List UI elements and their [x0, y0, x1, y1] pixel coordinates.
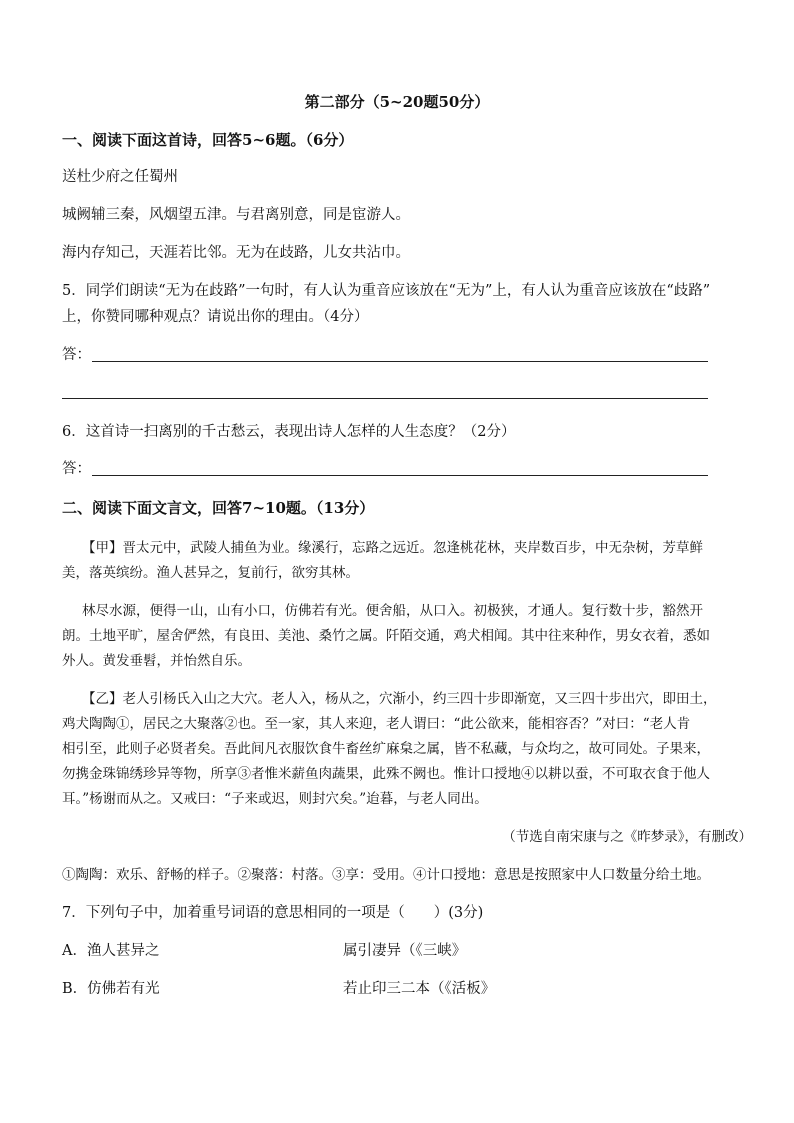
- option-a: A．渔人甚异之: [62, 943, 160, 959]
- answer-label: 答：: [62, 461, 91, 477]
- answer-label: 答：: [62, 347, 91, 363]
- question-6: 6．这首诗一扫离别的千古愁云，表现出诗人怎样的人生态度？（2分）: [62, 424, 516, 440]
- passage-jia-line: 林尽水源，便得一山，山有小口，仿佛若有光。便舍船，从口入。初极狭，才通人。复行数十步，豁然开: [82, 603, 703, 619]
- poem-title: 送杜少府之任蜀州: [62, 169, 178, 185]
- question-7: 7．下列句子中，加着重号词语的意思相同的一项是（ ）(3分): [62, 905, 484, 921]
- option-a-compare: 属引凄异（《三峡》: [343, 943, 467, 959]
- option-b: B．仿佛若有光: [62, 981, 160, 997]
- annotation-notes: ①陶陶：欢乐、舒畅的样子。②聚落：村落。③享：受用。④计口授地：意思是按照家中人口数量分给土地。: [62, 867, 710, 883]
- passage-yi-line: 【乙】老人引杨氏入山之大穴。老人入，杨从之，穴渐小，约三四十步即渐宽，又三四十步出穴，即田土，: [82, 691, 717, 707]
- part1-heading: 一、阅读下面这首诗，回答5~6题。（6分）: [62, 131, 354, 149]
- passage-yi-line: 勿携金珠锦绣珍异等物，所享③者惟米薪鱼肉蔬果，此殊不阙也。惟计口授地④以耕以蚕，不可取衣食于他人: [62, 766, 710, 782]
- section-title: 第二部分（5~20题50分）: [304, 93, 490, 111]
- part2-heading: 二、阅读下面文言文，回答7~10题。（13分）: [62, 499, 375, 517]
- passage-yi-line: 鸡犬陶陶①，居民之大聚落②也。至一家，其人来迎，老人谓曰：“此公欲来，能相容否？”对曰：“老人肯: [62, 716, 691, 732]
- question-5-line-1: 5．同学们朗读“无为在歧路”一句时，有人认为重音应该放在“无为”上，有人认为重音应该放在“歧路”: [62, 283, 711, 299]
- option-b-compare: 若止印三二本（《活板》: [343, 981, 496, 997]
- passage-jia-line: 【甲】晋太元中，武陵人捕鱼为业。缘溪行，忘路之远近。忽逢桃花林，夹岸数百步，中无杂树，芳草鲜: [82, 540, 703, 556]
- passage-source: （节选自南宋康与之《昨梦录》，有删改）: [502, 829, 752, 845]
- answer-line[interactable]: [92, 475, 708, 476]
- question-5-line-2: 上，你赞同哪种观点？请说出你的理由。（4分）: [62, 309, 369, 325]
- passage-yi-line: 耳。”杨谢而从之。又戒曰：“子来或迟，则封穴矣。”迨暮，与老人同出。: [62, 791, 488, 807]
- poem-line-2: 海内存知己，天涯若比邻。无为在歧路，儿女共沾巾。: [62, 245, 410, 261]
- passage-jia-line: 美，落英缤纷。渔人甚异之，复前行，欲穷其林。: [62, 565, 359, 581]
- poem-line-1: 城阙辅三秦，风烟望五津。与君离别意，同是宦游人。: [62, 207, 410, 223]
- passage-jia-line: 外人。黄发垂髫，并怡然自乐。: [62, 653, 251, 669]
- answer-line[interactable]: [92, 361, 708, 362]
- passage-yi-line: 相引至，此则子必贤者矣。吾此间凡衣服饮食牛畜丝纩麻枲之属，皆不私藏，与众均之，故可同处。子果来，: [62, 741, 710, 757]
- passage-jia-line: 朗。土地平旷，屋舍俨然，有良田、美池、桑竹之属。阡陌交通，鸡犬相闻。其中往来种作，男女衣着，悉如: [62, 628, 710, 644]
- answer-line[interactable]: [62, 398, 708, 399]
